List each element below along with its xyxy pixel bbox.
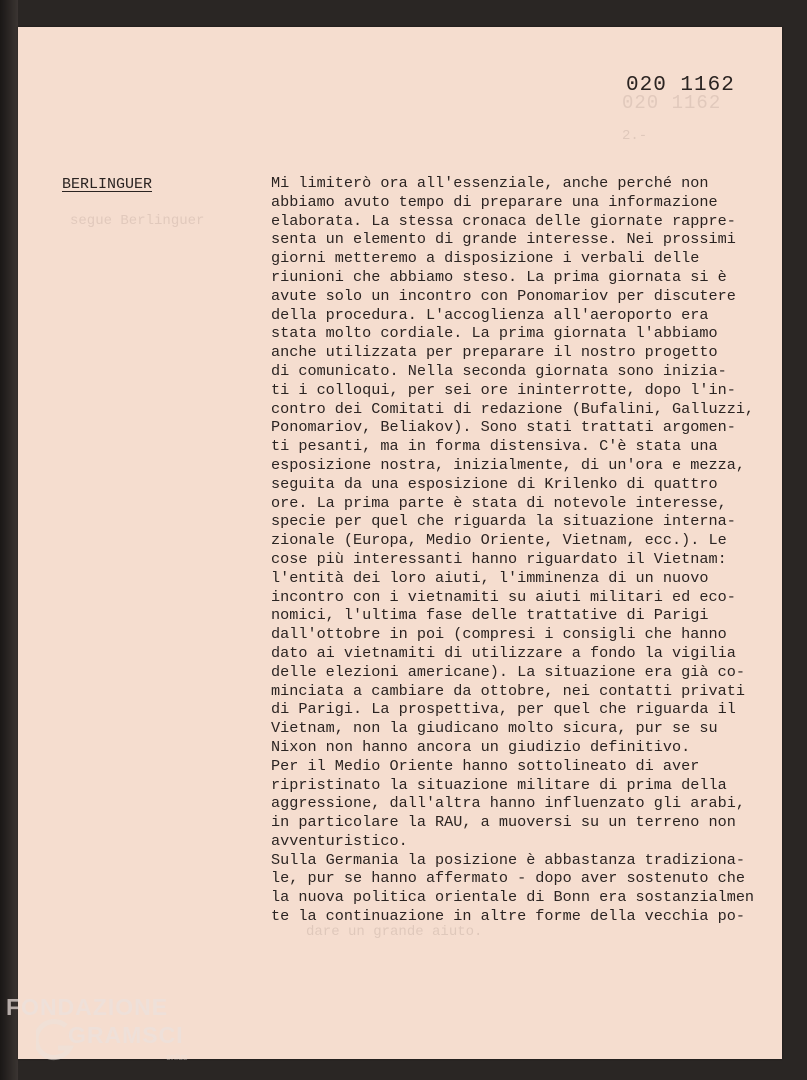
body-line: incontro con i vietnamiti su aiuti militari ed eco- bbox=[271, 587, 736, 606]
body-line: Sulla Germania la posizione è abbastanza tradiziona- bbox=[271, 850, 745, 869]
body-line: l'entità dei loro aiuti, l'imminenza di un nuovo bbox=[271, 568, 709, 587]
body-line: zionale (Europa, Medio Oriente, Vietnam, ecc.). Le bbox=[271, 531, 727, 550]
body-line: della procedura. L'accoglienza all'aeroporto era bbox=[271, 305, 709, 324]
watermark-suffix: onlus bbox=[166, 1052, 188, 1062]
bleed-through-bottom-line: dare un grande aiuto. bbox=[306, 924, 483, 940]
body-line: anche utilizzata per preparare il nostro progetto bbox=[271, 343, 718, 362]
body-line: te la continuazione in altre forme della vecchia po- bbox=[271, 907, 745, 926]
speaker-name: BERLINGUER bbox=[62, 176, 153, 193]
body-line: di Parigi. La prospettiva, per quel che riguarda il bbox=[271, 700, 736, 719]
speech-body bbox=[271, 174, 771, 926]
body-line: avute solo un incontro con Ponomariov per discutere bbox=[271, 286, 736, 305]
watermark-line2: GRAMSCI bbox=[68, 1022, 184, 1048]
body-line: in particolare la RAU, a muoversi su un terreno non bbox=[271, 813, 736, 832]
body-line: Vietnam, non la giudicano molto sicura, pur se su bbox=[271, 719, 718, 738]
body-line: di comunicato. Nella seconda giornata sono inizia- bbox=[271, 361, 727, 380]
watermark bbox=[6, 994, 216, 1074]
body-line: Mi limiterò ora all'essenziale, anche perché non bbox=[271, 174, 709, 192]
body-line: elaborata. La stessa cronaca delle giornate rappre- bbox=[271, 211, 736, 230]
body-line: seguita da una esposizione di Krilenko di quattro bbox=[271, 474, 718, 493]
body-line: contro dei Comitati di redazione (Bufalini, Galluzzi, bbox=[271, 399, 755, 418]
binding-edge bbox=[0, 0, 18, 1080]
body-line: riunioni che abbiamo steso. La prima giornata si è bbox=[271, 267, 727, 286]
body-line: specie per quel che riguarda la situazione interna- bbox=[271, 512, 736, 531]
body-line: la nuova politica orientale di Bonn era sostanzialmen bbox=[271, 888, 755, 907]
body-line: nomici, l'ultima fase delle trattative di Parigi bbox=[271, 606, 709, 625]
body-line: aggressione, dall'altra hanno influenzato gli arabi, bbox=[271, 794, 745, 813]
document-number: 020 1162 bbox=[626, 74, 735, 97]
body-line: esposizione nostra, inizialmente, di un'ora e mezza, bbox=[271, 455, 745, 474]
body-line: ore. La prima parte è stata di notevole interesse, bbox=[271, 493, 727, 512]
body-line: avventuristico. bbox=[271, 831, 408, 850]
bleed-through-number: 020 1162 bbox=[622, 92, 722, 114]
body-line: Ponomariov, Beliakov). Sono stati trattati argomen- bbox=[271, 418, 736, 437]
body-line: ti i colloqui, per sei ore ininterrotte, dopo l'in- bbox=[271, 380, 736, 399]
body-line: stata molto cordiale. La prima giornata l'abbiamo bbox=[271, 324, 718, 343]
body-line: minciata a cambiare da ottobre, nei contatti privati bbox=[271, 681, 745, 700]
body-line: abbiamo avuto tempo di preparare una informazione bbox=[271, 192, 718, 211]
bleed-through-page-number: 2.- bbox=[622, 128, 648, 144]
body-line: Nixon non hanno ancora un giudizio definitivo. bbox=[271, 737, 691, 756]
body-line: Per il Medio Oriente hanno sottolineato di aver bbox=[271, 756, 700, 775]
body-line: senta un elemento di grande interesse. Nei prossimi bbox=[271, 230, 736, 249]
body-line: ti pesanti, ma in forma distensiva. C'è stata una bbox=[271, 437, 718, 456]
body-line: ripristinato la situazione militare di prima della bbox=[271, 775, 727, 794]
body-line: giorni metteremo a disposizione i verbali delle bbox=[271, 249, 700, 268]
body-line: dato ai vietnamiti di utilizzare a fondo la vigilia bbox=[271, 643, 736, 662]
bleed-through-segue: segue Berlinguer bbox=[70, 213, 205, 229]
body-line: delle elezioni americane). La situazione era già co- bbox=[271, 662, 745, 681]
body-line: cose più interessanti hanno riguardato il Vietnam: bbox=[271, 549, 727, 568]
watermark-line1: FONDAZIONE bbox=[6, 994, 169, 1020]
body-line: le, pur se hanno affermato - dopo aver sostenuto che bbox=[271, 869, 745, 888]
body-line: dall'ottobre in poi (compresi i consigli che hanno bbox=[271, 625, 727, 644]
